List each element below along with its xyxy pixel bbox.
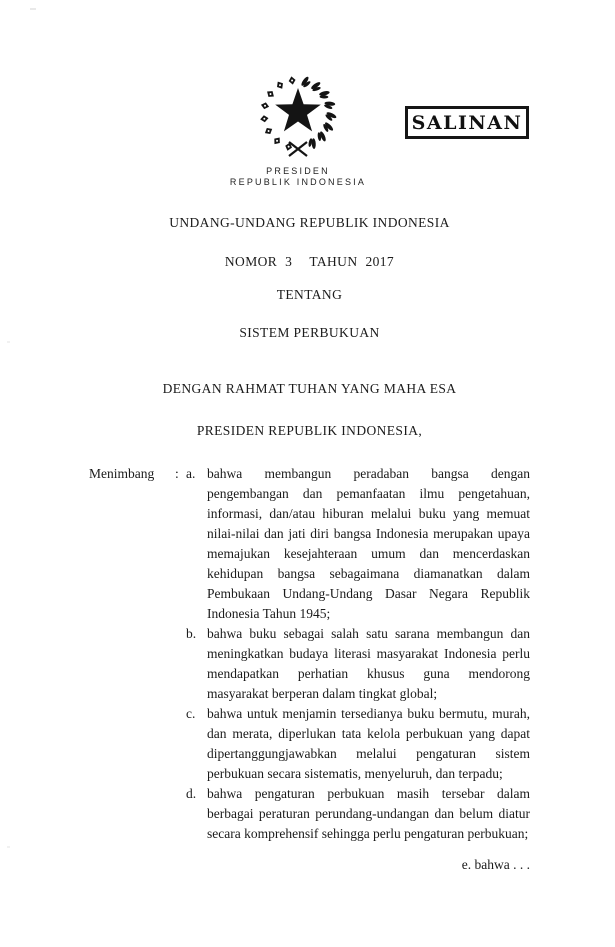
nomor-value: 3	[285, 254, 293, 269]
item-marker: a.	[186, 466, 196, 481]
item-marker: b.	[186, 626, 197, 641]
letterhead-line1: PRESIDEN	[266, 166, 330, 176]
item-marker: d.	[186, 786, 197, 801]
considering-item-c	[186, 704, 530, 784]
tentang-heading: TENTANG	[276, 287, 343, 302]
letterhead-line2: REPUBLIK INDONESIA	[229, 177, 367, 187]
considering-item-d	[186, 784, 530, 844]
item-text: bahwa buku sebagai salah satu sarana membangun dan meningkatkan budaya literasi masyarakat Indonesia perlu mendapatkan perhatian khusus guna mendorong masyarakat berperan dalam tingkat global;	[207, 626, 530, 701]
considering-item-b	[186, 624, 530, 704]
doc-subject: SISTEM PERBUKUAN	[239, 325, 380, 340]
item-text: bahwa untuk menjamin tersedianya buku bermutu, murah, dan merata, diperlukan tata kelola perbukuan yang dapat dipertanggungjawabkan melalui pengaturan sistem perbukuan secara sistematis, menyeluruh, dan terpadu;	[207, 706, 530, 781]
doc-title: UNDANG-UNDANG REPUBLIK INDONESIA	[169, 215, 450, 230]
nomor-label: NOMOR	[224, 254, 278, 269]
considering-colon: :	[175, 466, 179, 481]
considering-item-a	[186, 464, 530, 624]
letterhead	[230, 166, 366, 188]
authority-line: PRESIDEN REPUBLIK INDONESIA,	[196, 423, 423, 438]
considering-section	[89, 464, 530, 844]
invocation-line: DENGAN RAHMAT TUHAN YANG MAHA ESA	[162, 381, 457, 396]
considering-items	[186, 464, 530, 844]
item-text: bahwa membangun peradaban bangsa dengan pengembangan dan pemanfaatan ilmu pengetahuan, informasi, dan/atau hiburan melalui buku yang memuat nilai-nilai dan jati diri bangsa Indonesia merupakan upaya memajukan kesejahteraan umum dan mencerdaskan kehidupan bangsa sebagaimana diamanatkan dalam Pembukaan Undang-Undang Dasar Negara Republik Indonesia Tahun 1945;	[207, 466, 530, 621]
tahun-label: TAHUN	[309, 254, 358, 269]
scan-artifact	[30, 8, 36, 10]
scan-artifact	[7, 341, 10, 343]
item-text: bahwa pengaturan perbukuan masih tersebar dalam berbagai peraturan perundang-undangan dan belum diatur secara komprehensif sehingga perlu pengaturan perbukuan;	[207, 786, 530, 841]
salinan-stamp	[405, 106, 529, 139]
doc-number-line	[89, 253, 530, 271]
item-marker: c.	[186, 706, 196, 721]
considering-label: Menimbang	[89, 466, 155, 481]
presidential-emblem-icon	[254, 72, 342, 164]
scan-artifact	[7, 846, 10, 848]
tahun-value: 2017	[365, 254, 395, 269]
salinan-stamp-label: SALINAN	[411, 111, 523, 134]
page-catchword: e. bahwa . . .	[461, 857, 530, 872]
document-body	[89, 214, 530, 874]
